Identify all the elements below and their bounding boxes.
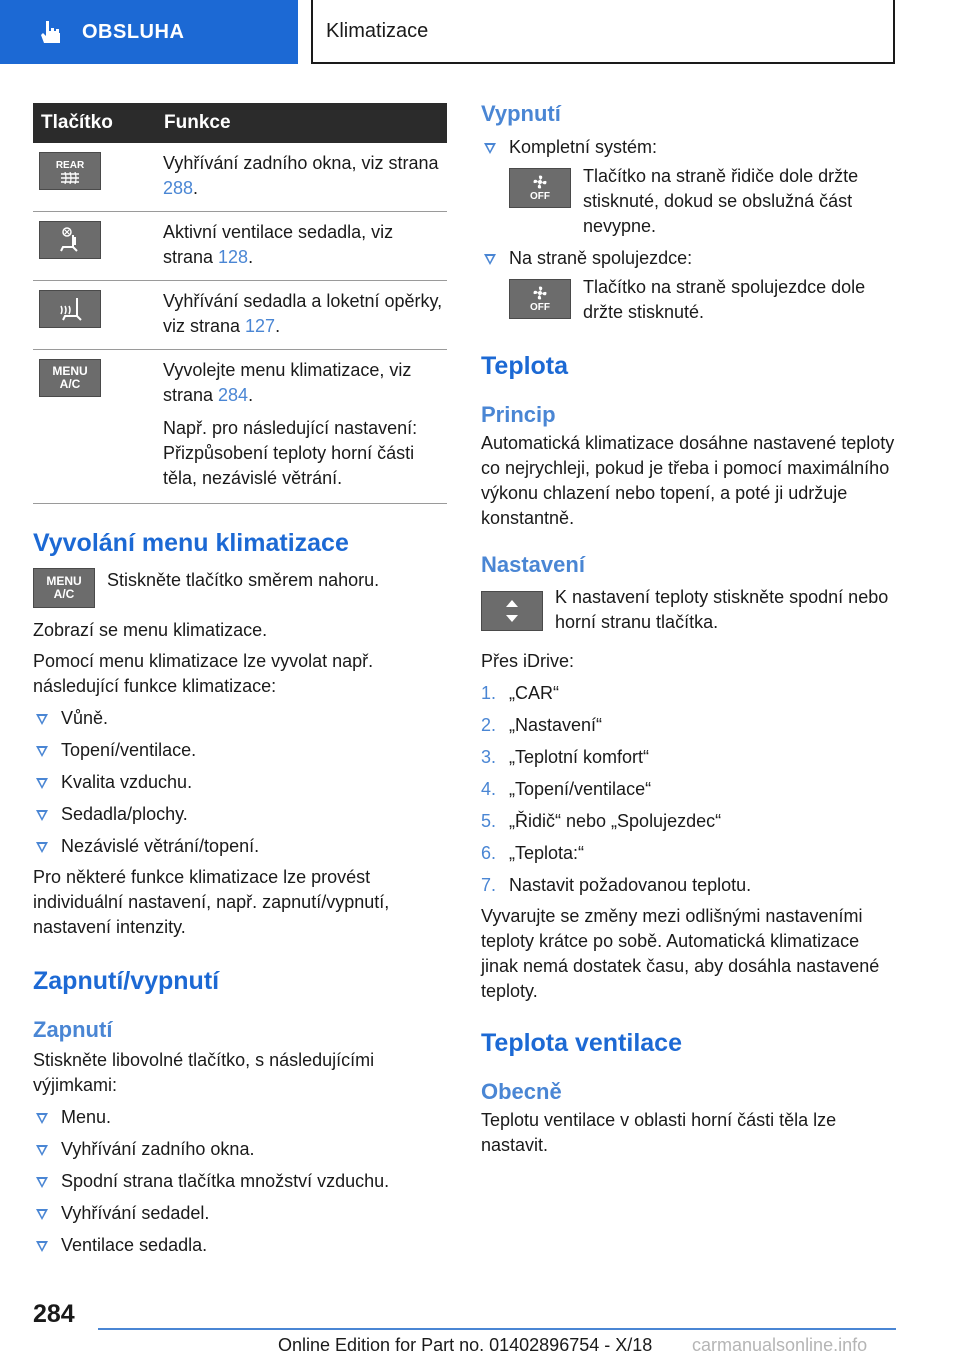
exceptions-list — [33, 1105, 447, 1258]
paragraph: Pro některé funkce klimatizace lze provést individuální nastavení, např. zapnutí/vypnutí, nastavení intenzity. — [33, 867, 390, 937]
left-column — [33, 103, 447, 1258]
fan-off-icon: OFF — [509, 168, 571, 208]
bullet-triangle-icon — [36, 778, 48, 789]
off-passenger-text: Tlačítko na straně spolujezdce dole držte stisknuté. — [583, 277, 866, 322]
paragraph: Pomocí menu klimatizace lze vyvolat např. následující funkce klimatizace: — [33, 651, 374, 696]
footer-divider — [98, 1328, 896, 1330]
paragraph: Stiskněte libovolné tlačítko, s následujícími výjimkami: — [33, 1050, 375, 1095]
list-item: 4. „Topení/ventilace“ — [481, 779, 652, 799]
heading-general: Obecně — [481, 1079, 562, 1104]
chapter-tab — [311, 0, 895, 64]
bullet-triangle-icon — [36, 714, 48, 725]
section-tab — [0, 0, 298, 64]
row-text: Vyhřívání sedadla a loketní opěrky, viz strana — [163, 291, 443, 336]
list-item: Vyhřívání sedadel. — [33, 1201, 447, 1226]
off-driver-text: Tlačítko na straně řidiče dole držte stisknuté, dokud se obslužná část nevypne. — [583, 166, 859, 236]
off-driver-row — [481, 168, 897, 239]
bullet-triangle-icon — [36, 1145, 48, 1156]
watermark: carmanualsonline.info — [692, 1335, 868, 1355]
bullet-triangle-icon — [36, 842, 48, 853]
page-number: 284 — [33, 1300, 75, 1328]
paragraph: Přes iDrive: — [481, 651, 575, 671]
bullet-triangle-icon — [36, 746, 48, 757]
list-item: Na straně spolujezdce: — [481, 246, 897, 271]
list-item: 6. „Teplota:“ — [481, 843, 585, 863]
row-extra-text: Např. pro následující nastavení: Přizpůsobení teploty horní části těla, nezávislé větrání. — [163, 418, 418, 488]
heading-off: Vypnutí — [481, 101, 561, 126]
page-link[interactable]: 288 — [163, 178, 194, 198]
list-item: 2. „Nastavení“ — [481, 715, 603, 735]
table-row: Vyhřívání sedadla a loketní opěrky, viz strana 127. — [33, 281, 447, 350]
list-item: 1. „CAR“ — [481, 683, 559, 703]
paragraph: Automatická klimatizace dosáhne nastavené teploty co nejrychleji, pokud je třeba i pomocí maximálního výkonu chlazení nebo topení, a poté ji udržuje konstantně. — [481, 433, 895, 528]
paragraph: Zobrazí se menu klimatizace. — [33, 620, 268, 640]
table-row: REAR Vyhřívání zadního okna, viz strana 288. — [33, 143, 447, 212]
bullet-triangle-icon — [36, 1209, 48, 1220]
list-item: Vyhřívání zadního okna. — [33, 1137, 447, 1162]
table-row: Aktivní ventilace sedadla, viz strana 128. — [33, 212, 447, 281]
list-item: Nezávislé větrání/topení. — [33, 834, 447, 859]
list-item: Vůně. — [33, 706, 447, 731]
row-text: Vyhřívání zadního okna, viz strana — [163, 153, 439, 173]
list-item: Kompletní systém: — [481, 135, 897, 160]
right-column — [481, 100, 897, 1158]
bullet-triangle-icon — [36, 1177, 48, 1188]
list-item: 3. „Teplotní komfort“ — [481, 747, 650, 767]
rear-window-heating-icon: REAR — [39, 152, 101, 190]
bullet-triangle-icon — [484, 254, 496, 265]
heading-vent-temperature: Teplota ventilace — [481, 1029, 682, 1057]
table-header-button: Tlačítko — [33, 103, 156, 143]
list-item: Ventilace sedadla. — [33, 1233, 447, 1258]
hand-icon — [38, 19, 64, 45]
row-text: Vyvolejte menu klimatizace, viz strana — [163, 360, 412, 405]
page-link[interactable]: 127 — [245, 316, 276, 336]
list-item: Sedadla/plochy. — [33, 802, 447, 827]
paragraph: Vyvarujte se změny mezi odlišnými nastaveními teploty krátce po sobě. Automatická klimatizace jinak nemá dostatek času, aby dosáhla nastavené teploty. — [481, 906, 880, 1001]
list-item: Kvalita vzduchu. — [33, 770, 447, 795]
list-item: 7. Nastavit požadovanou teplotu. — [481, 875, 752, 895]
row-text: Aktivní ventilace sedadla, viz strana — [163, 222, 394, 267]
page-link[interactable]: 128 — [218, 247, 249, 267]
list-item: 5. „Řidič“ nebo „Spolujezdec“ — [481, 811, 722, 831]
bullet-triangle-icon — [36, 810, 48, 821]
menu-ac-icon: MENU A/C — [33, 568, 95, 608]
chapter-title: Klimatizace — [326, 19, 429, 42]
seat-heating-icon — [39, 290, 101, 328]
fan-off-icon: OFF — [509, 279, 571, 319]
temperature-rocker-icon — [481, 591, 543, 631]
seat-ventilation-icon — [39, 221, 101, 259]
bullet-triangle-icon — [484, 143, 496, 154]
table-row: MENU A/C Vyvolejte menu klimatizace, viz strana 284. Např. pro následující nastavení: Přizpůsobení teploty horní části těla, nezávislé větrání. — [33, 350, 447, 504]
menu-ac-icon: MENU A/C — [39, 359, 101, 397]
function-table — [33, 103, 447, 504]
menu-press-row — [33, 568, 447, 608]
menu-press-text: Stiskněte tlačítko směrem nahoru. — [107, 570, 380, 590]
list-item: Menu. — [33, 1105, 447, 1130]
off-list — [481, 135, 897, 160]
heading-on: Zapnutí — [33, 1017, 113, 1042]
bullet-triangle-icon — [36, 1241, 48, 1252]
bullet-triangle-icon — [36, 1113, 48, 1124]
heading-temperature: Teplota — [481, 352, 569, 380]
off-passenger-row — [481, 279, 897, 325]
table-header-function: Funkce — [156, 103, 447, 143]
page-link[interactable]: 284 — [218, 385, 249, 405]
idrive-steps — [481, 681, 897, 898]
menu-functions-list — [33, 706, 447, 859]
section-title: OBSLUHA — [82, 20, 185, 43]
temp-button-row — [481, 587, 897, 635]
heading-settings: Nastavení — [481, 552, 585, 577]
paragraph: Teplotu ventilace v oblasti horní části těla lze nastavit. — [481, 1110, 837, 1155]
off-list-2 — [481, 246, 897, 271]
list-item: Spodní strana tlačítka množství vzduchu. — [33, 1169, 447, 1194]
heading-principle: Princip — [481, 402, 556, 427]
heading-onoff: Zapnutí/vypnutí — [33, 967, 220, 995]
edition-text: Online Edition for Part no. 01402896754 - X/18 — [278, 1335, 653, 1355]
heading-menu: Vyvolání menu klimatizace — [33, 529, 349, 557]
temp-button-text: K nastavení teploty stiskněte spodní nebo horní stranu tlačítka. — [555, 587, 889, 632]
list-item: Topení/ventilace. — [33, 738, 447, 763]
